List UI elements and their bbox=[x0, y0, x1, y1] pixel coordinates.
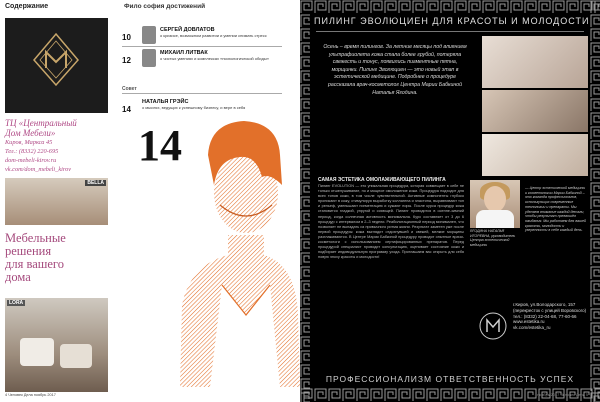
armchair-shape bbox=[60, 344, 92, 368]
toc-description: о чистых умениях и комплексах «психологической обиды» bbox=[160, 56, 269, 61]
procedure-photo bbox=[482, 134, 588, 176]
divider bbox=[122, 46, 282, 47]
toc-name: НАТАЛЬЯ ГРЭЙС bbox=[142, 99, 189, 105]
avatar bbox=[142, 26, 156, 44]
ad-slogan bbox=[5, 232, 108, 284]
brand-label: BELLA bbox=[87, 180, 104, 186]
contact-line: (перекресток с улицей Воровского) bbox=[513, 307, 587, 313]
section-label: Содержание bbox=[5, 3, 49, 10]
article-intro: Осень – время пилингов. За летние месяцы под влиянием ультрафиолета кожа стала более грубой, потеряла свежесть и тонус, появились пигментные пятна, морщинки. Пилинг Эволюциен — это новый этап в эстетической медицине. Подробнее о процедуре рассказала врач-косметолог Центра Марии Бабкиной Наталья Ягодина. bbox=[323, 44, 467, 96]
contact-line: г.Киров, ул.Володарского, 157 bbox=[513, 302, 576, 307]
coat-shape bbox=[476, 210, 514, 228]
ad-slogan-line: Мебельные bbox=[5, 231, 66, 245]
toc-description: о кризисе, возможном развитии и умении снимать стресс bbox=[160, 33, 267, 38]
page-footer: ноябрь 2017 Человек Дела 5 bbox=[537, 393, 588, 397]
ad-slogan-line: для вашего bbox=[5, 257, 64, 271]
brand-label: LORA bbox=[9, 300, 24, 306]
shop-info-line: Киров, Маркса 45 bbox=[5, 139, 53, 146]
toc-page-number: 12 bbox=[122, 56, 131, 65]
lora-furniture-photo bbox=[5, 298, 108, 392]
ad-slogan-line: решения bbox=[5, 244, 52, 258]
doctor-caption: ЯГОДИНА НАТАЛЬЯ ИГОРЕВНА, руководитель Центра эстетической медицины bbox=[470, 229, 516, 247]
procedure-photo bbox=[482, 90, 588, 132]
toc-description: о мыслях, ведущих к успешному бизнесу, и вере в себя bbox=[142, 105, 246, 110]
divider bbox=[122, 93, 282, 94]
ad-logo-block bbox=[5, 18, 108, 113]
bella-furniture-photo bbox=[5, 178, 108, 225]
photo-collage bbox=[482, 36, 588, 176]
doctor-photo bbox=[470, 180, 520, 228]
big-page-number: 14 bbox=[138, 121, 182, 170]
toc-name: СЕРГЕЙ ДОВЛАТОВ bbox=[160, 27, 215, 33]
article-title: ПИЛИНГ ЭВОЛЮЦИЕН ДЛЯ КРАСОТЫ И МОЛОДОСТИ bbox=[314, 16, 590, 26]
greek-key-border bbox=[300, 0, 600, 14]
furniture-ad[interactable] bbox=[5, 18, 108, 392]
right-page bbox=[300, 0, 600, 402]
avatar bbox=[142, 49, 156, 67]
crown-m-logo-icon bbox=[31, 32, 81, 87]
greek-key-border bbox=[590, 0, 600, 402]
contact-line[interactable]: vk.com/estetika_ru bbox=[513, 325, 551, 331]
shop-name-line: ТЦ «Центральный bbox=[5, 118, 77, 128]
contact-line[interactable]: www.estetika.ru bbox=[513, 319, 545, 325]
greek-key-border bbox=[300, 0, 310, 402]
ad-info bbox=[5, 118, 108, 174]
procedure-photo bbox=[482, 36, 588, 88]
toc-subsection: Совет bbox=[122, 86, 137, 92]
slogan-banner: ПРОФЕССИОНАЛИЗМ ОТВЕТСТВЕННОСТЬ УСПЕХ bbox=[325, 374, 575, 384]
article-subheading: САМАЯ ЭСТЕТИКА ОМОЛАЖИВАЮЩЕГО ПИЛИНГА bbox=[318, 177, 446, 183]
contacts-block bbox=[513, 302, 593, 331]
shop-info-line: vk.com/dom_mebeli_kirov bbox=[5, 166, 72, 173]
shop-info-line: dom-mebeli-kirov.ru bbox=[5, 157, 57, 164]
face-shape bbox=[484, 186, 506, 212]
doctor-quote: — Центр эстетической медицины и косметологии Марии Бабкиной – это команда профессионалов, использующих современные технологии и препараты. Мы уделяем внимание каждой детали, чтобы результат превзошёл ожидания. Мы работаем для вашей красоты, молодости и уверенности в себе каждый день. bbox=[525, 186, 587, 233]
contact-line[interactable]: тел.: (8332) 22-04-68, 77-60-66 bbox=[513, 313, 577, 319]
toc-name: МИХАИЛ ЛИТВАК bbox=[160, 50, 208, 56]
ad-slogan-line: дома bbox=[5, 270, 31, 284]
toc-page-number: 14 bbox=[122, 105, 131, 114]
divider bbox=[316, 31, 584, 32]
page-footer: 4 Человек Дела ноябрь 2017 bbox=[5, 393, 56, 397]
article-body: Пилинг EVOLUTION — это уникальная процедура, которая совмещает в себе не только отшелушивание, но и мощное омоложение кожи. Процедура подходит для всех типов кожи, в том числе чувствительной. Активные компоненты глубоко проникают в кожу, стимулируя выработку коллагена и эластина, выравнивают тон и рельеф, уменьшают пигментацию и сужают поры. После курса процедур кожа становится гладкой, упругой и сияющей. Пилинг проводится в осенне-зимний период, когда солнечная активность минимальна. Курс составляет от 3 до 6 процедур с интервалом в 2–3 недели. Реабилитационный период минимален, что позволяет не выпадать из привычного ритма жизни. Результат заметен уже после первой процедуры: кожа выглядит отдохнувшей и свежей, мелкие морщины разглаживаются. В Центре Марии Бабкиной процедуру проводят опытные врачи-косметологи с использованием сертифицированных препаратов. Перед процедурой специалист проводит консультацию, оценивает состояние кожи и подбирает индивидуальную программу ухода. Приглашаем вас открыть для себя новую эпоху красоты и молодости! bbox=[318, 184, 464, 260]
shop-name-line: Дом Мебели» bbox=[5, 128, 56, 138]
portrait-illustration bbox=[170, 115, 300, 387]
clinic-emblem-icon bbox=[478, 310, 508, 342]
toc-heading: Фило софия достижений bbox=[124, 3, 206, 10]
armchair-shape bbox=[20, 338, 54, 366]
toc-page-number: 10 bbox=[122, 33, 131, 42]
shop-info-line: Тел.: (8332) 220-695 bbox=[5, 148, 59, 155]
